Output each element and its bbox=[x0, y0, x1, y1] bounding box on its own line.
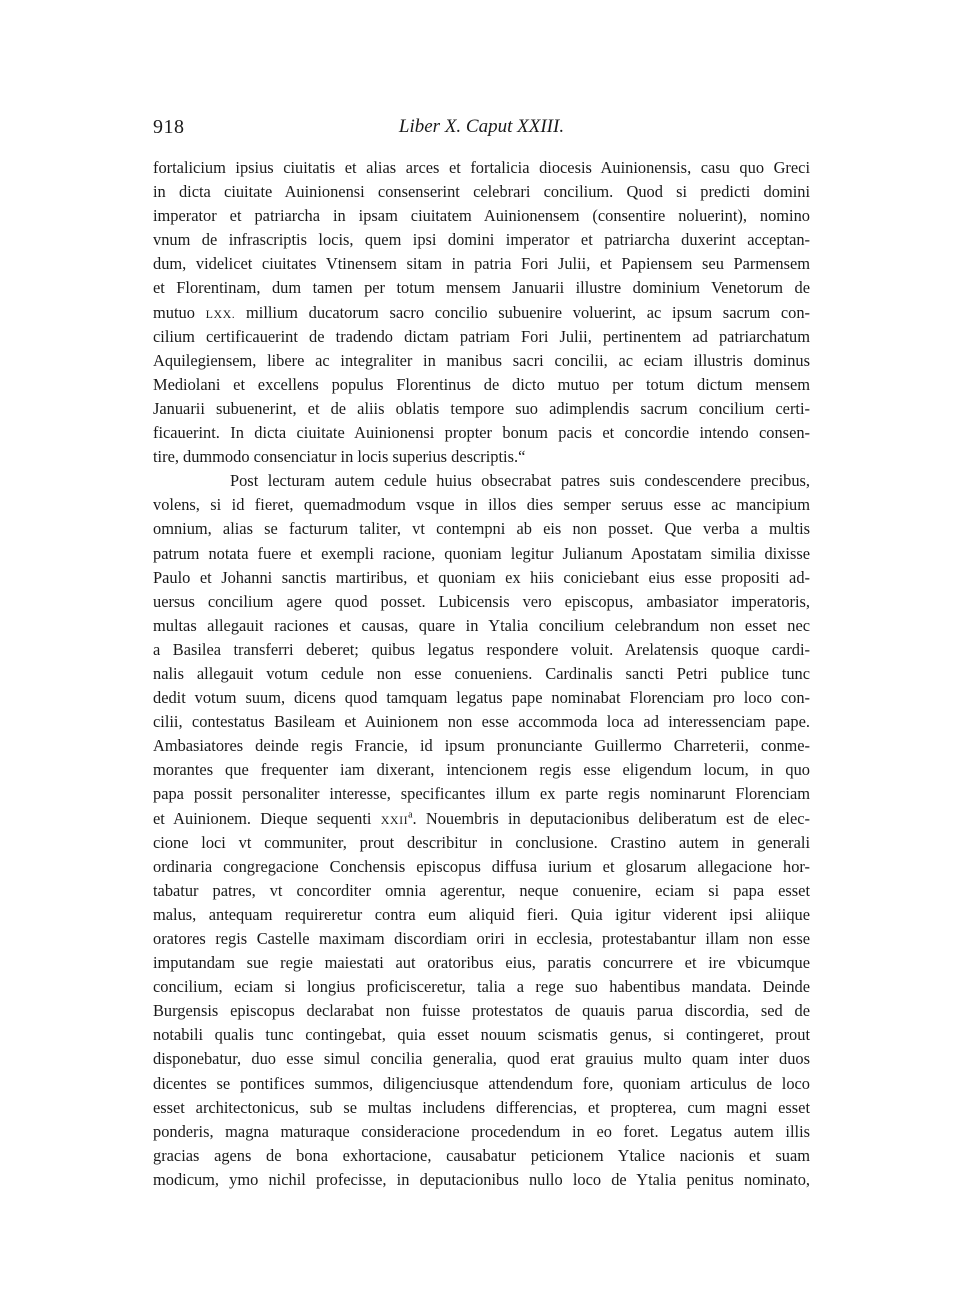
text-line: Januarii subuenerint, et de aliis oblatis tempore suo adimplendis sacrum concilium certi- bbox=[153, 398, 810, 418]
page-header bbox=[153, 116, 810, 142]
text-line: esset architectonicus, sub se multas includens differencias, et propterea, cum magni esset bbox=[153, 1097, 810, 1117]
text-line: et Florentinam, dum tamen per totum mensem Januarii illustre dominium Venetorum de bbox=[153, 278, 810, 298]
text-line: malus, antequam requireretur contra eum aliquid fieri. Quia igitur viderent ipsi aliique bbox=[153, 904, 810, 924]
roman-numeral: LXX. bbox=[205, 306, 236, 321]
roman-numeral: XXII bbox=[380, 812, 409, 827]
text-line: morantes que frequenter iam dixerant, intencionem regis esse eligendum locum, in quo bbox=[153, 760, 810, 780]
text-line: Burgensis episcopus declarabat non fuisse protestatos de quauis parua discordia, sed de bbox=[153, 1001, 810, 1021]
text-line: dedit votum suum, dicens quod tamquam legatus pape nominabat Florenciam pro loco con- bbox=[153, 688, 810, 708]
text-line: concilium, eciam si longius proficisceretur, talia a rege suo habentibus mandata. Deinde bbox=[153, 977, 810, 997]
text-line: disponebatur, duo esse simul concilia generalia, quod erat grauius multo quam inter duos bbox=[153, 1049, 810, 1069]
text-line: tire, dummodo consenciatur in locis superius descriptis.“ bbox=[153, 447, 526, 467]
text-line: patrum notata fuere et exempli racione, quoniam legitur Julianum Apostatam similia dixisse bbox=[153, 543, 810, 563]
text-line: Mediolani et excellens populus Florentinus de dicto mutuo per totum dictum mensem bbox=[153, 374, 810, 394]
text-line: cilium certificauerint de tradendo dictam patriam Fori Julii, pertinentem ad patriarchatum bbox=[153, 326, 810, 346]
text-line: mutuo LXX. millium ducatorum sacro concilio subuenire voluerint, ac ipsum sacrum con- bbox=[153, 302, 810, 322]
text-line: volens, si id fieret, quemadmodum vsque in illos dies semper seruus esse ac mancipium bbox=[153, 495, 810, 515]
text-line: imputandam sue regie maiestati aut oratoribus eius, paratis concurrere et ire vbicumque bbox=[153, 953, 810, 973]
text-line: uersus concilium agere quod posset. Lubicensis vero episcopus, ambasiator imperatoris, bbox=[153, 591, 810, 611]
text-line: et Auinionem. Dieque sequenti XXII$^a$. Nouembris in deputacionibus deliberatum est de elec- bbox=[153, 808, 810, 828]
text-line: multas allegauit raciones et causas, quare in Ytalia concilium celebrandum non esset nec bbox=[153, 615, 810, 635]
body-text bbox=[153, 156, 810, 1192]
text-line: dicentes se pontifices summos, diligenciusque attendendum fore, quoniam articulus de loco bbox=[153, 1073, 810, 1093]
text-line: in dicta ciuitate Auinionensi consenserint celebrari concilium. Quod si predicti domini bbox=[153, 182, 810, 202]
text-line: cilii, contestatus Basileam et Auinionem non esse accommoda loca ad interessenciam pape. bbox=[153, 712, 810, 732]
running-title: Liber X. Caput XXIII. bbox=[398, 116, 565, 137]
text-line: dum, videlicet ciuitates Vtinensem sitam in patria Fori Julii, et Papiensem seu Parmensem bbox=[153, 254, 810, 274]
text-line: modicum, ymo nichil profecisse, in deputacionibus nullo loco de Ytalia penitus nominato, bbox=[153, 1169, 810, 1189]
text-line: tabatur patres, vt concorditer omnia agerentur, neque conuenire, eciam si papa esset bbox=[153, 880, 810, 900]
text-line: a Basilea transferri deberet; quibus legatus respondere voluit. Arelatensis quoque cardi- bbox=[153, 639, 810, 659]
text-line: omnium, alias se facturum taliter, vt contempni ab eis non posset. Que verba a multis bbox=[153, 519, 810, 539]
text-line: Aquilegiensem, libere ac integraliter in manibus sacri concilii, ac eciam illustris dominus bbox=[153, 350, 810, 370]
text-line: gracias agens de bona exhortacione, causabatur peticionem Ytalice nacionis et suam bbox=[153, 1145, 810, 1165]
text-line: papa possit personaliter interesse, specificantes illum ex parte regis nominarunt Florenciam bbox=[153, 784, 810, 804]
text-line: oratores regis Castelle maximam discordiam oriri in ecclesia, protestabantur illam non esse bbox=[153, 929, 810, 948]
text-line: Paulo et Johanni sanctis martiribus, et quoniam ex hiis coniciebant eius esse propositi ad- bbox=[153, 567, 810, 587]
text-line: cione loci vt communiter, prout describitur in conclusione. Crastino autem in generali bbox=[153, 832, 810, 852]
text-line: vnum de infrascriptis locis, quem ipsi domini imperator et patriarcha duxerint acceptan- bbox=[153, 230, 810, 250]
text-line: ficauerint. In dicta ciuitate Auinionensi propter bonum pacis et concordie intendo consen- bbox=[153, 423, 810, 443]
text-line: ordinaria congregacione Conchensis episcopus diffusa iurium et glosarum allegacione hor- bbox=[153, 856, 810, 876]
text-line: fortalicium ipsius ciuitatis et alias arces et fortalicia diocesis Auinionensis, casu quo Greci bbox=[153, 158, 810, 177]
text-line: Post lecturam autem cedule huius obsecrabat patres suis condescendere precibus, bbox=[230, 471, 810, 491]
text-line: nalis allegauit votum cedule non esse conueniens. Cardinalis sancti Petri publice tunc bbox=[153, 663, 810, 683]
ordinal-superscript: a bbox=[408, 809, 413, 821]
text-line: Ambasiatores deinde regis Francie, id ipsum pronunciante Guillermo Charreterii, conme- bbox=[153, 736, 810, 756]
text-line: notabili qualis tunc contingebat, quia esset nouum scismatis genus, si contingeret, prout bbox=[153, 1025, 810, 1045]
text-line: ponderis, magna maturaque consideracione procedendum in eo foret. Legatus autem illis bbox=[153, 1121, 810, 1141]
page-number: 918 bbox=[153, 116, 185, 138]
text-line: imperator et patriarcha in ipsam ciuitatem Auinionensem (consentire noluerint), nomino bbox=[153, 206, 810, 226]
